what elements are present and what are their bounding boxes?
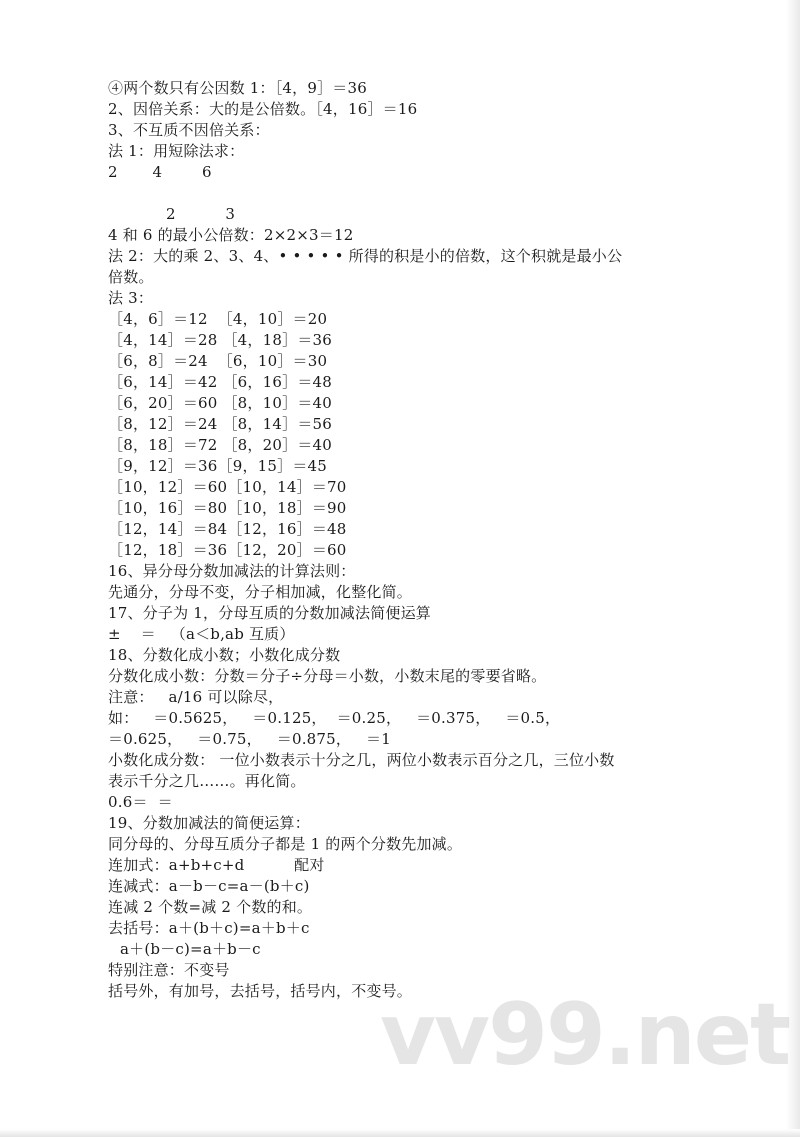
section18-text: 如： ＝0.5625， ＝0.125， ＝0.25， ＝0.375， ＝0.5， bbox=[108, 709, 561, 727]
section18-text: 表示千分之几……。再化简。 bbox=[108, 772, 306, 790]
method2-line: 法 2：大的乘 2、3、4、• • • • • 所得的积是小的倍数，这个积就是最小公 bbox=[108, 247, 623, 265]
lcm-pair-row: ［4，6］＝12 ［4，10］＝20 bbox=[108, 310, 328, 328]
section18-text: 分数化成小数：分数＝分子÷分母＝小数，小数末尾的零要省略。 bbox=[108, 667, 547, 685]
intro-line: ④两个数只有公因数 1：［4，9］＝36 bbox=[108, 79, 367, 97]
short-division-row: 2 4 6 bbox=[108, 163, 212, 181]
section19-text: 同分母的、分母互质分子都是 1 的两个分数先加减。 bbox=[108, 835, 463, 853]
section19-text: 去括号：a＋(b＋c)=a＋b＋c bbox=[108, 919, 310, 937]
lcm-pairs-list bbox=[108, 309, 748, 561]
section19-text: a＋(b－c)=a＋b－c bbox=[120, 940, 261, 958]
method2-line: 倍数。 bbox=[108, 268, 154, 286]
lcm-pair-row: ［12，18］＝36［12，20］＝60 bbox=[108, 541, 347, 559]
lcm-result: 4 和 6 的最小公倍数：2×2×3＝12 bbox=[108, 226, 354, 244]
section18-text: ＝0.625， ＝0.75， ＝0.875， ＝1 bbox=[108, 730, 391, 748]
section18-heading: 18、分数化成小数；小数化成分数 bbox=[108, 646, 341, 664]
lcm-pair-row: ［6，8］＝24 ［6，10］＝30 bbox=[108, 352, 328, 370]
lcm-pair-row: ［8，12］＝24 ［8，14］＝56 bbox=[108, 415, 333, 433]
section17-heading: 17、分子为 1，分母互质的分数加减法简便运算 bbox=[108, 604, 432, 622]
section19-text: 连加式：a+b+c+d 配对 bbox=[108, 856, 325, 874]
lcm-pair-row: ［8，18］＝72 ［8，20］＝40 bbox=[108, 436, 333, 454]
lcm-pair-row: ［4，14］＝28 ［4，18］＝36 bbox=[108, 331, 333, 349]
document-body bbox=[108, 78, 748, 1002]
method3-title: 法 3： bbox=[108, 289, 154, 307]
lcm-pair-row: ［12，14］＝84［12，16］＝48 bbox=[108, 520, 347, 538]
short-division-row: 2 3 bbox=[166, 205, 236, 223]
section18-text: 注意： a/16 可以除尽， bbox=[108, 688, 284, 706]
section19-text: 连减 2 个数=减 2 个数的和。 bbox=[108, 898, 313, 916]
section18-text: 0.6＝ ＝ bbox=[108, 793, 173, 811]
section19-text: 连减式：a－b－c=a－(b＋c) bbox=[108, 877, 310, 895]
lcm-pair-row: ［9，12］＝36［9，15］＝45 bbox=[108, 457, 328, 475]
lcm-pair-row: ［6，20］＝60 ［8，10］＝40 bbox=[108, 394, 333, 412]
section17-text: ± ＝ （a＜b,ab 互质） bbox=[108, 625, 295, 643]
section19-heading: 19、分数加减法的简便运算： bbox=[108, 814, 310, 832]
page-bottom-shadow bbox=[0, 1129, 800, 1137]
intro-line: 3、不互质不因倍关系： bbox=[108, 121, 270, 139]
spacer bbox=[108, 183, 748, 204]
intro-line: 法 1：用短除法求： bbox=[108, 142, 245, 160]
intro-line: 2、因倍关系：大的是公倍数。［4，16］＝16 bbox=[108, 100, 418, 118]
page-edge-shadow bbox=[786, 0, 800, 1137]
lcm-pair-row: ［6，14］＝42 ［6，16］＝48 bbox=[108, 373, 333, 391]
closing-text: 特别注意：不变号 bbox=[108, 961, 230, 979]
section16-heading: 16、异分母分数加减法的计算法则： bbox=[108, 562, 356, 580]
watermark: vv99.net bbox=[380, 985, 790, 1085]
section16-text: 先通分，分母不变，分子相加减，化整化简。 bbox=[108, 583, 413, 601]
lcm-pair-row: ［10，16］＝80［10，18］＝90 bbox=[108, 499, 347, 517]
lcm-pair-row: ［10，12］＝60［10，14］＝70 bbox=[108, 478, 347, 496]
closing-text: 括号外，有加号，去括号，括号内，不变号。 bbox=[108, 982, 413, 1000]
section18-text: 小数化成分数： 一位小数表示十分之几，两位小数表示百分之几，三位小数 bbox=[108, 751, 615, 769]
